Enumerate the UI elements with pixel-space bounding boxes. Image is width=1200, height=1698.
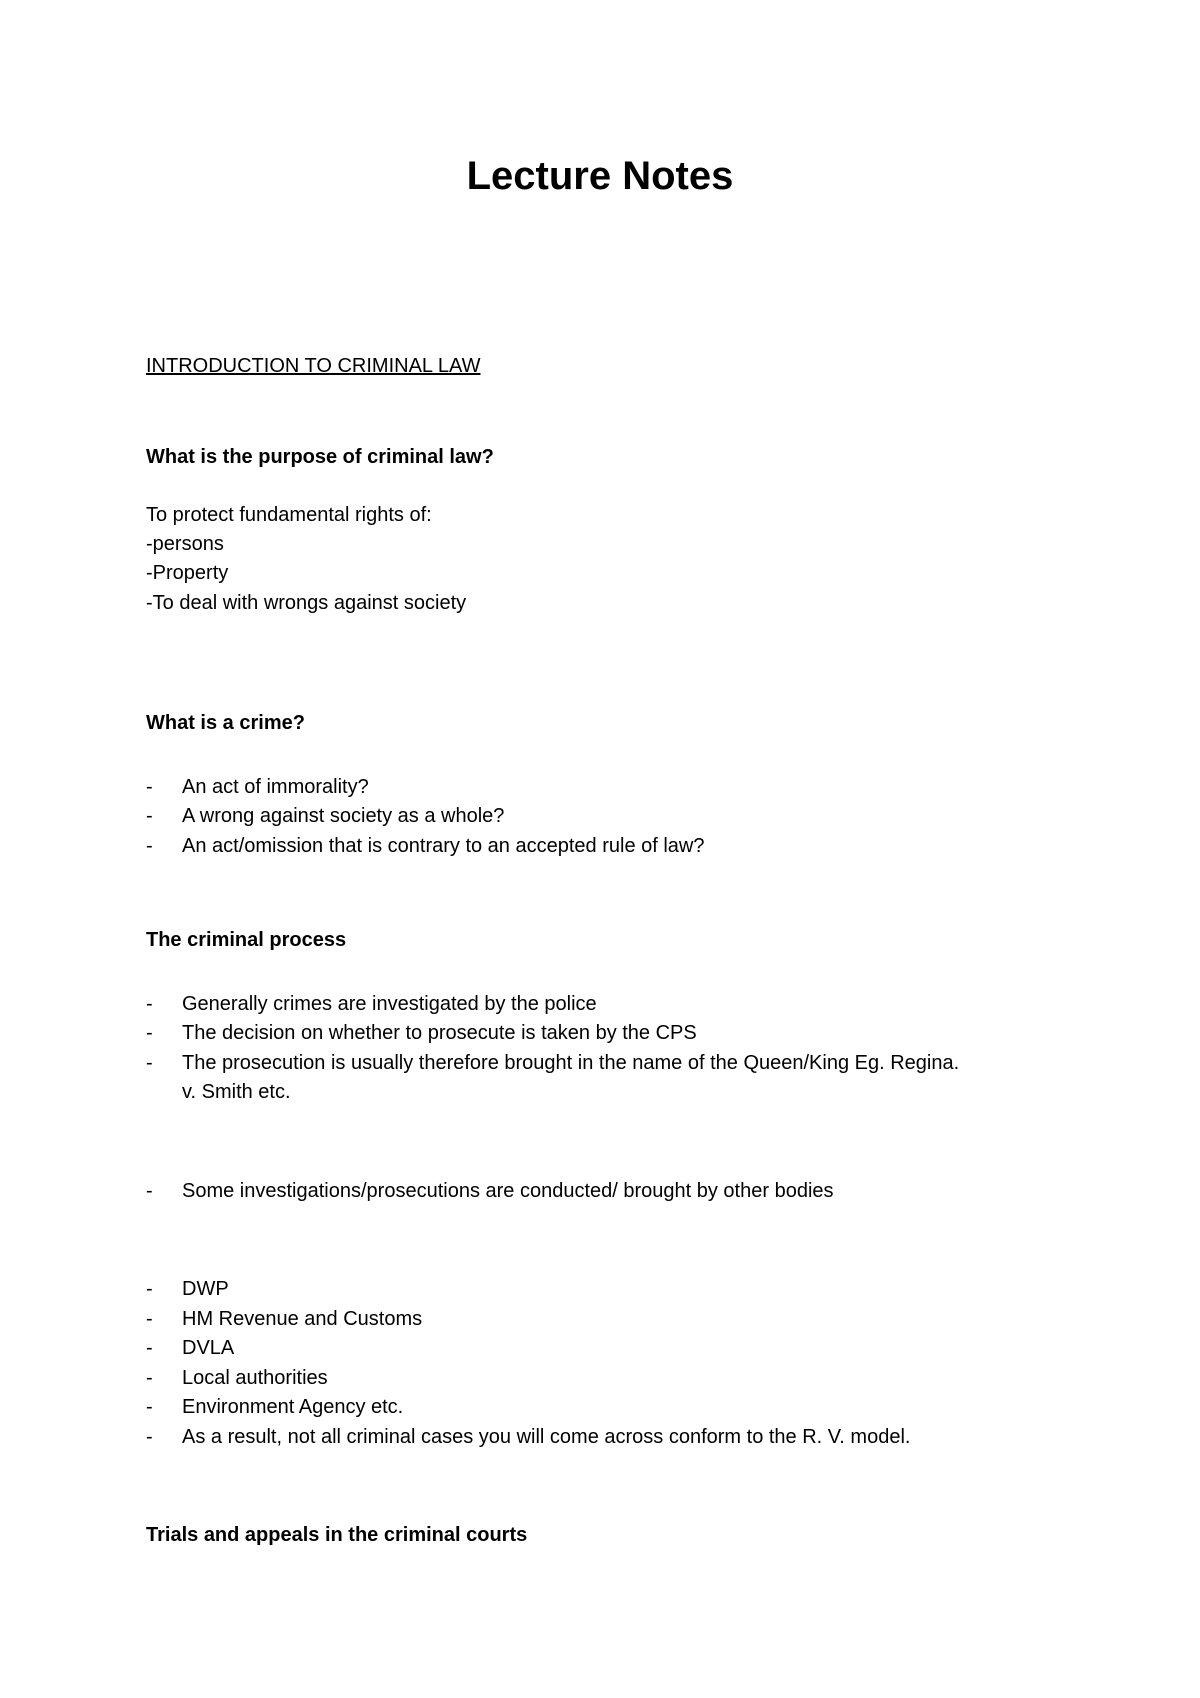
bullet-text: The decision on whether to prosecute is taken by the CPS (182, 1022, 697, 1044)
trials-heading: Trials and appeals in the criminal courts (146, 1524, 528, 1546)
bullet-text: An act of immorality? (182, 776, 369, 798)
bullet-dash: - (146, 1278, 153, 1300)
purpose-line: To protect fundamental rights of: (146, 504, 432, 526)
crime-heading: What is a crime? (146, 712, 305, 734)
body-bullet (146, 1335, 234, 1361)
process-bullet (146, 991, 597, 1017)
bullet-dash: - (146, 1180, 153, 1202)
bullet-dash: - (146, 1396, 153, 1418)
body-bullet (146, 1306, 422, 1332)
section-heading: INTRODUCTION TO CRIMINAL LAW (146, 355, 481, 377)
bullet-text: The prosecution is usually therefore brought in the name of the Queen/King Eg. Regina. (182, 1052, 960, 1074)
bullet-text: DWP (182, 1278, 229, 1300)
bullet-text: An act/omission that is contrary to an accepted rule of law? (182, 835, 705, 857)
bullet-dash: - (146, 835, 153, 857)
process-bullet-continuation: v. Smith etc. (182, 1081, 291, 1103)
bullet-dash: - (146, 805, 153, 827)
bullet-dash: - (146, 1308, 153, 1330)
purpose-line: -Property (146, 562, 229, 584)
bullet-text: A wrong against society as a whole? (182, 805, 505, 827)
bullet-dash: - (146, 1052, 153, 1074)
bullet-text: Local authorities (182, 1367, 328, 1389)
purpose-line: -persons (146, 533, 224, 555)
bullet-dash: - (146, 1367, 153, 1389)
bullet-text: Environment Agency etc. (182, 1396, 404, 1418)
bullet-dash: - (146, 1022, 153, 1044)
bullet-text: Generally crimes are investigated by the police (182, 993, 597, 1015)
purpose-line: -To deal with wrongs against society (146, 592, 467, 614)
bullet-dash: - (146, 776, 153, 798)
body-bullet (146, 1394, 403, 1420)
bullet-text: As a result, not all criminal cases you will come across conform to the R. V. model. (182, 1426, 911, 1448)
purpose-heading: What is the purpose of criminal law? (146, 446, 494, 468)
bullet-text: DVLA (182, 1337, 235, 1359)
other-bodies-bullet (146, 1178, 834, 1204)
bullet-dash: - (146, 993, 153, 1015)
crime-bullet (146, 833, 705, 859)
bullet-dash: - (146, 1337, 153, 1359)
bullet-text: HM Revenue and Customs (182, 1308, 423, 1330)
process-bullet (146, 1020, 697, 1046)
body-bullet (146, 1365, 328, 1391)
body-bullet (146, 1424, 910, 1450)
bullet-dash: - (146, 1426, 153, 1448)
body-bullet (146, 1276, 229, 1302)
process-heading: The criminal process (146, 929, 347, 951)
process-bullet (146, 1050, 959, 1076)
bullet-text: Some investigations/prosecutions are conducted/ brought by other bodies (182, 1180, 834, 1202)
crime-bullet (146, 774, 369, 800)
crime-bullet (146, 803, 504, 829)
document-title: Lecture Notes (466, 154, 734, 198)
